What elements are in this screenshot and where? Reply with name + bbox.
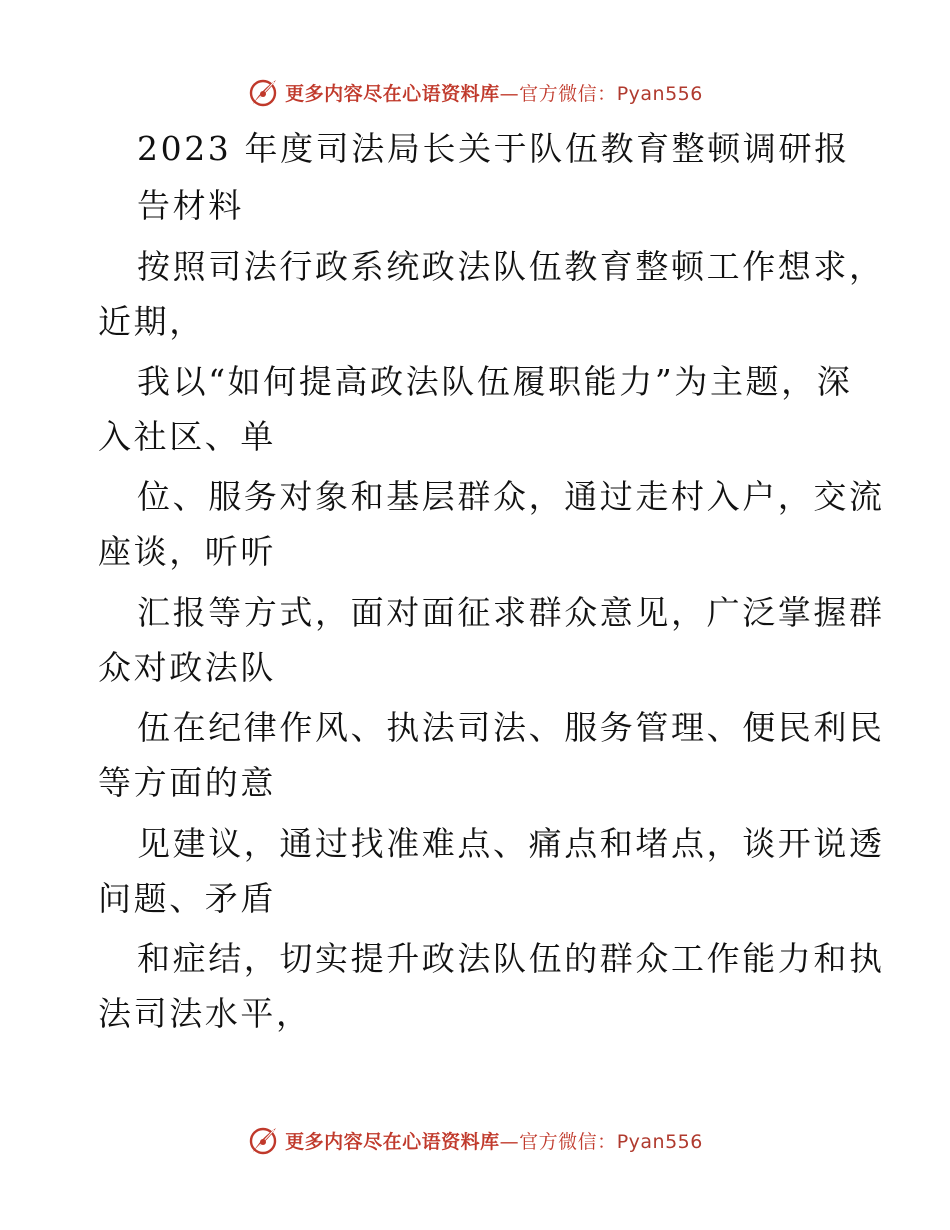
footer-banner-tail: 官方微信：	[519, 1130, 617, 1153]
footer-wechat-id: Pyan556	[616, 1130, 703, 1153]
doc-line-12: 问题、矛盾	[98, 879, 276, 918]
doc-line-3: 我以“如何提高政法队伍履职能力”为主题，深	[137, 362, 853, 401]
feather-circle-logo-icon	[247, 1124, 279, 1156]
doc-line-7: 汇报等方式，面对面征求群众意见，广泛掌握群	[137, 593, 885, 632]
footer-banner-text	[285, 1127, 703, 1154]
doc-line-14: 法司法水平，	[98, 994, 312, 1033]
doc-line-9: 伍在纪律作风、执法司法、服务管理、便民利民	[137, 708, 885, 747]
doc-line-6: 座谈，听听	[98, 532, 276, 571]
header-wechat-id: Pyan556	[616, 82, 703, 105]
doc-line-13: 和症结，切实提升政法队伍的群众工作能力和执	[137, 939, 885, 978]
footer-banner	[0, 1120, 950, 1160]
header-banner-sep: —	[499, 82, 520, 105]
doc-title-line-2: 告材料	[137, 186, 244, 225]
doc-line-8: 众对政法队	[98, 648, 276, 687]
doc-title-line-1: 2023 年度司法局长关于队伍教育整顿调研报	[137, 129, 850, 168]
doc-line-4: 入社区、单	[98, 417, 276, 456]
doc-line-10: 等方面的意	[98, 763, 276, 802]
header-banner-lead: 更多内容尽在心语资料库	[285, 82, 500, 105]
doc-line-2: 近期，	[98, 302, 205, 341]
footer-banner-sep: —	[499, 1130, 520, 1153]
doc-line-5: 位、服务对象和基层群众，通过走村入户，交流	[137, 477, 885, 516]
footer-banner-lead: 更多内容尽在心语资料库	[285, 1130, 500, 1153]
header-banner-tail: 官方微信：	[519, 82, 617, 105]
doc-line-1: 按照司法行政系统政法队伍教育整顿工作想求，	[137, 247, 885, 286]
doc-line-11: 见建议，通过找准难点、痛点和堵点，谈开说透	[137, 824, 885, 863]
